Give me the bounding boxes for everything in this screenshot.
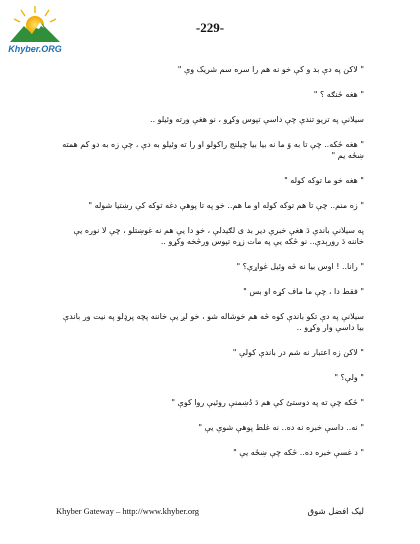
dialogue-line: " لاکن په دې بد و کې خو نه هم را سره سم شریک وې " — [177, 65, 364, 74]
dialogue-line: " زه منم.. چې تا هم توکه کوله او ما هم.. خو په تا پوهې دغه توکه کې رښتیا شوله " — [88, 201, 364, 210]
dialogue-line: " رانا.. ! اوس بیا نه څه وئیل غواړې؟ " — [236, 262, 364, 271]
dialogue-line: " نه.. داسې خبره نه ده.. نه غلط پوهې شوې یې " — [198, 423, 364, 432]
dialogue-line: " فقط دا ، چې ما ماف کړه او بس " — [243, 287, 364, 296]
narration-line: سیلانې په دې تکو باندې کوه څه هم خوشاله شو ، خو لږ یې خاننه پچه پرډلو په نیت ور باندې بیا داسې وار وکړو .. — [62, 312, 364, 332]
footer-source: Khyber Gateway – http://www.khyber.org — [56, 506, 200, 516]
logo-text: Khyber.ORG — [8, 44, 62, 54]
footer-author: لیک افضل شوق — [307, 507, 364, 517]
dialogue-line: " لاکن زه اعتبار نه شم در باندې کولې " — [232, 348, 364, 357]
dialogue-line: " د غسې خبره ده.. څکه چې ښځه یې " — [233, 448, 364, 457]
narration-line: سیلانې په تریو تندې چې داسې تپوس وکړو ، نو هغې ورته وئیلو .. — [149, 115, 364, 124]
dialogue-line: " هغه څکه.. چې تا به وَ ما نه بیا بیا چیلنج راکولو او را ته وئیلو به دې ، چې زه به دو کم همته ښځه یم " — [62, 140, 364, 160]
page-number: -229- — [195, 20, 225, 35]
dialogue-line: " هغه خو ما توکه کوله " — [284, 176, 364, 185]
narration-line: په سیلانې باندې دَ هغې خبرې دیر بد ی لګیدلې ، خو دا یې هم نه غوښتلو ، چې لا نوره یې خاننه دَ رورېدې.. نو څکه یې په مات زړه تپوس ورڅخه وکړو .. — [73, 226, 364, 246]
dialogue-line: " څکه چې ته په دوستئ کې هم دَ دُښمنې روئیې روا کوې " — [171, 398, 364, 407]
page-body — [56, 64, 364, 472]
dialogue-line: " هغه څنګه ؟ " — [313, 90, 364, 99]
page-footer — [56, 506, 364, 517]
dialogue-line: " ولې؟ " — [334, 373, 364, 382]
